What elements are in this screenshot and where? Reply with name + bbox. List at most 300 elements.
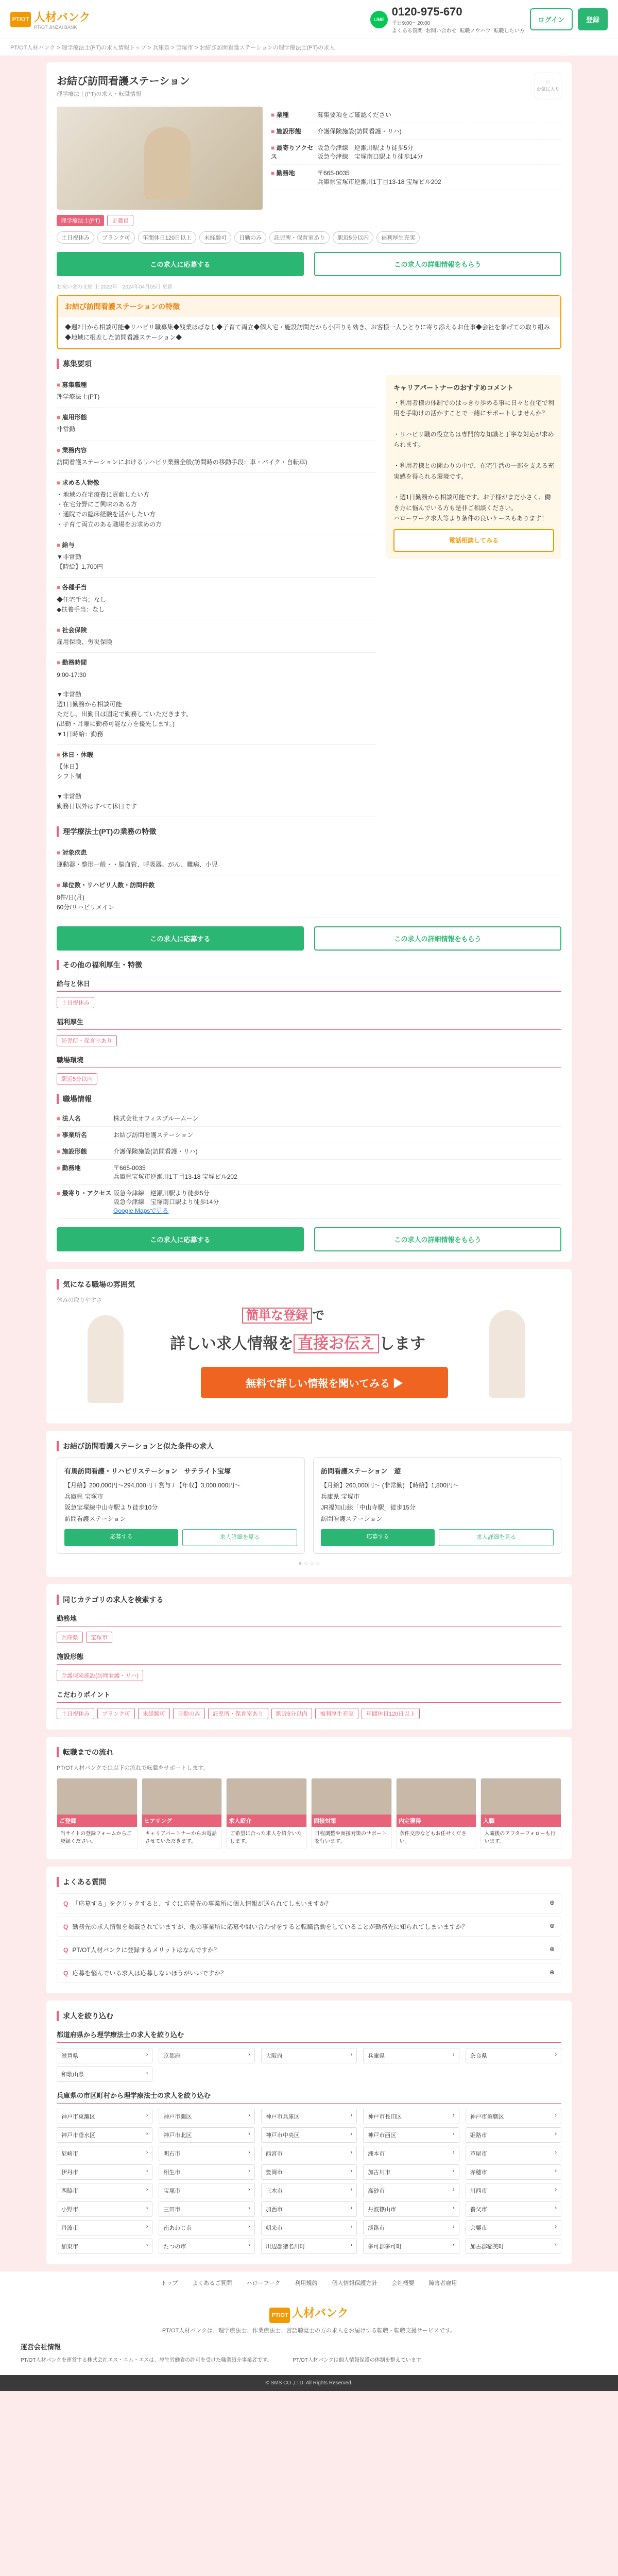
banner-highlight: 直接お伝え [294,1334,379,1353]
city-link-label: 豊岡市 [265,2170,283,2176]
header-link[interactable]: 転職ノウハウ [459,28,491,34]
apply-button[interactable]: この求人に応募する [57,926,304,951]
faq-item[interactable] [57,1940,561,1960]
city-link-label: 朝来市 [265,2225,283,2232]
q-icon: Q [63,1970,68,1977]
facility-photo [57,107,263,210]
city-link[interactable] [159,2239,254,2254]
feature-tag: ブランク可 [97,231,135,244]
city-link-label: 川辺郡猪名川町 [265,2244,305,2250]
chevron-right-icon: › [146,2224,148,2230]
benefit-tag[interactable]: 土日祝休み [57,997,94,1008]
company-value: 阪急今津線 逆瀬川駅より徒歩5分 阪急今津線 宝塚南口駅より徒歩14分 [113,1189,219,1206]
req-item [57,408,376,440]
flow-step [142,1778,222,1849]
pref-link[interactable] [159,2048,254,2063]
req-key: ■ 各種手当 [57,583,376,592]
flow-step-image [397,1778,476,1815]
req-value: 理学療法士(PT) [57,393,100,400]
chevron-right-icon: › [452,2131,455,2138]
flow-step-text: ご希望に合った求人を紹介いたします。 [230,1831,302,1845]
pref-link-label: 京都府 [163,2053,181,2060]
banner-heading: 気になる職場の雰囲気 [57,1279,561,1290]
company-key: ■ 事業所名 [57,1130,113,1139]
flow-step [396,1778,477,1849]
req-item [57,745,376,817]
carousel-dots[interactable]: ● ○ ○ ○ [298,1559,320,1567]
company-row [57,1185,561,1219]
req-key: ■ 給与 [57,540,376,550]
pref-link-label: 兵庫県 [368,2053,385,2060]
similar-job-title[interactable]: 有馬訪問看護・リハビリステーション サテライト宝塚 [64,1467,231,1475]
flow-step-text: キャリアパートナーからお電話させていただきます。 [145,1831,217,1845]
chevron-right-icon: › [350,2131,353,2138]
city-link-label: 明石市 [163,2151,181,2158]
category-tag[interactable]: 土日祝休み [57,1708,94,1719]
header-link[interactable]: 転職したい方 [493,28,525,34]
city-link[interactable] [466,2201,561,2217]
city-link-label: 神戸市須磨区 [470,2114,504,2121]
info-key: ■ 施設形態 [271,127,317,135]
plus-icon: ⊕ [549,1899,555,1907]
city-link[interactable] [261,2146,357,2161]
req-item [57,578,376,620]
heart-icon: ♡ [545,80,551,85]
register-button[interactable]: 登録 [578,8,608,30]
city-link-label: 南あわじ市 [163,2225,192,2232]
banner-bubble: 休みの取りやすさ [57,1297,102,1303]
req-value: ・地域の在宅療養に貢献したい方 ・在宅分野にご興味のある方 ・通院での臨床経験を活かしたい方 ・子育て両立のある職場をお求めの方 [57,491,162,528]
similar-job-title[interactable]: 訪問看護ステーション 遊 [321,1467,401,1475]
faq-question: 勤務先の求人情報を掲載されていますが、他の事業所に応募や問い合わせをすると転職活動をしていることが勤務先に知られてしまいますか？ [72,1923,468,1931]
similar-job-card[interactable] [313,1458,561,1554]
city-link-label: 丹波市 [61,2225,78,2232]
job-type-tag: 理学療法士(PT) [57,215,104,226]
logo-text: 人材バンク [34,11,91,24]
flow-step-label: 入職 [481,1815,561,1827]
chevron-right-icon: › [452,2149,455,2156]
req-value: 雇用保険、労災保険 [57,638,113,646]
benefit-group-title: 福利厚生 [57,1016,561,1030]
advisor-illustration [489,1310,525,1398]
feature-text: ◆週2日から相談可能◆リハビリ職募集◆残業ほぼなし◆子育て両立◆個人宅・施設訪問だから小回りも効き、お客様一人ひとりに寄り添えるお仕事◆会社を挙げての取り組み◆地域に根差した訪問看護ステーション◆ [65,324,550,342]
tel-number[interactable]: 0120-975-670 [391,5,462,18]
faq-item[interactable] [57,1963,561,1983]
city-link[interactable] [261,2239,357,2254]
feature-tag: 日勤のみ [234,231,266,244]
similar-job-salary: 【月給】260,000円〜 (非常勤) 【時給】1,800円〜 [321,1482,459,1489]
city-link[interactable] [261,2220,357,2235]
chevron-right-icon: › [452,2242,455,2249]
city-link[interactable] [466,2239,561,2254]
city-link[interactable] [261,2109,357,2124]
flow-step-text: 条件交渉などもお任せください。 [399,1831,467,1845]
footer-nav-link[interactable]: 利用規約 [295,2280,318,2287]
chevron-right-icon: › [146,2187,148,2193]
company-value: 〒665-0035 兵庫県宝塚市逆瀬川1丁目13-18 宝塚ビル202 [113,1164,237,1180]
chevron-right-icon: › [452,2052,455,2058]
city-link[interactable] [159,2201,254,2217]
company-value: 介護保険施設(訪問看護・リハ) [113,1147,198,1155]
header-link[interactable]: よくある質問 [391,28,423,34]
pref-link[interactable] [363,2048,459,2063]
info-row [271,107,561,123]
plus-icon: ⊕ [549,1969,555,1976]
req-value: ▼非常勤 【時給】1,700円 [57,553,104,571]
city-link[interactable] [363,2164,459,2180]
req-key: ■ 業務内容 [57,446,376,455]
req-key: ■ 社会保険 [57,625,376,635]
city-link-label: 神戸市長田区 [368,2114,402,2121]
chevron-right-icon: › [248,2242,250,2249]
city-link[interactable] [57,2127,152,2143]
chevron-right-icon: › [146,2052,148,2058]
faq-heading: よくある質問 [57,1877,561,1887]
header-link[interactable]: お問い合わせ [425,28,457,34]
category-tag[interactable]: 託児所・保育室あり [208,1708,268,1719]
flow-intro: PT/OT人材バンクでは以下の流れで転職をサポートします。 [57,1765,209,1772]
footer-nav-link[interactable]: ハローワーク [246,2280,281,2287]
city-link-label: 芦屋市 [470,2151,487,2158]
req-value: 非常勤 [57,426,76,433]
city-link-label: 高砂市 [368,2188,385,2195]
benefit-tag[interactable]: 託児所・保育室あり [57,1035,117,1046]
flow-step [311,1778,392,1849]
city-link[interactable] [363,2127,459,2143]
category-tag[interactable]: 日勤のみ [173,1708,205,1719]
site-logo[interactable] [10,9,91,30]
banner-line2 [170,1331,425,1353]
tel-hours: 平日9:00〜20:00 [391,20,431,26]
free-info-button[interactable]: 無料で詳しい情報を聞いてみる ▶ [201,1367,448,1398]
city-link[interactable] [261,2201,357,2217]
req-item [57,440,376,473]
info-key: ■ 業種 [271,110,317,119]
pt-features-heading: 理学療法士(PT)の業務の特徴 [57,826,561,837]
detail-button[interactable]: この求人の詳細情報をもらう [314,252,561,276]
city-link[interactable] [159,2164,254,2180]
footer-col: PT/OT人材バンクは個人情報保護の体制を整えています。 [293,2358,426,2364]
city-link-label: 神戸市垂水区 [61,2132,95,2139]
chevron-right-icon: › [248,2168,250,2175]
similar-detail-button[interactable]: 求人詳細を見る [439,1529,554,1547]
chevron-right-icon: › [555,2187,557,2193]
chevron-right-icon: › [350,2149,353,2156]
city-link-label: 神戸市西区 [368,2132,397,2139]
footer-nav-link[interactable]: 個人情報保護方針 [332,2280,377,2287]
feature-tag: 福利厚生充実 [376,231,420,244]
plus-icon: ⊕ [549,1945,555,1953]
similar-detail-button[interactable]: 求人詳細を見る [182,1529,297,1547]
similar-apply-button[interactable]: 応募する [321,1529,435,1547]
footer-nav-link[interactable]: トップ [161,2280,178,2287]
detail-button[interactable]: この求人の詳細情報をもらう [314,1227,561,1251]
info-key: ■ 最寄りアクセス [271,143,317,161]
flow-step-image [142,1778,222,1815]
city-link[interactable] [363,2220,459,2235]
update-dates: お祝い金の支給日: 2022年 2024年04月05日 更新 [57,284,173,290]
pref-link[interactable] [261,2048,357,2063]
category-group-title: こだわりポイント [57,1689,561,1703]
category-group-title: 施設形態 [57,1651,561,1665]
city-link[interactable] [363,2109,459,2124]
company-info-heading: 運営会社情報 [21,2343,61,2351]
company-table [57,1110,561,1219]
similar-job-type: 訪問看護ステーション [321,1515,383,1523]
city-link[interactable] [466,2146,561,2161]
flow-step-label: 内定獲得 [397,1815,476,1827]
favorite-button[interactable] [535,73,561,99]
chevron-right-icon: › [350,2242,353,2249]
city-link[interactable] [466,2183,561,2198]
city-link-label: 加東市 [61,2244,78,2250]
tel-box[interactable] [370,5,525,34]
breadcrumb-item[interactable]: PT/OT人材バンク [10,45,56,51]
city-link[interactable] [363,2239,459,2254]
city-link[interactable] [261,2164,357,2180]
faq-item[interactable] [57,1917,561,1937]
similar-job-location: 兵庫県 宝塚市 [64,1493,104,1500]
category-tag[interactable]: 福利厚生充実 [315,1708,358,1719]
chevron-right-icon: › [248,2112,250,2119]
breadcrumb-item[interactable]: > 兵庫県 [148,45,169,51]
apply-button[interactable]: この求人に応募する [57,252,304,276]
city-link[interactable] [159,2109,254,2124]
category-tag[interactable]: 兵庫県 [57,1632,83,1643]
q-icon: Q [63,1946,68,1954]
city-link[interactable] [159,2220,254,2235]
category-tag[interactable]: 未経験可 [138,1708,170,1719]
footer-nav-link[interactable]: 会社概要 [391,2280,415,2287]
phone-consult-button[interactable]: 電話相談してみる [393,529,554,552]
advisor-text: ・利用者様の体制でのはっきり歩める事に日々と在宅で利用を手助けの活かすことで一緒にサポートしませんか？ ・リハビリ職の役立ちは専門的な知識と丁寧な対応が求められます。 ・利用者様との関わりの中で、在宅生活の一部を支える充実感を得られる環境です。 ・週1日勤務から相談可能です。お子様がまだ小さく、働き方に悩んでいる方も是非ご相談ください。 ハローワーク求人等より条件の良いケースもあります！ [393,399,555,522]
benefit-group-title: 給与と休日 [57,978,561,992]
info-value: 〒665-0035 兵庫県宝塚市逆瀬川1丁目13-18 宝塚ビル202 [317,170,441,185]
apply-button[interactable]: この求人に応募する [57,1227,304,1251]
city-link-label: 伊丹市 [61,2170,78,2176]
city-link[interactable] [466,2164,561,2180]
q-icon: Q [63,1900,68,1908]
pref-link[interactable] [466,2048,561,2063]
category-tag[interactable]: 介護保険施設(訪問看護・リハ) [57,1670,143,1681]
chevron-right-icon: › [555,2131,557,2138]
chevron-right-icon: › [452,2112,455,2119]
city-link-label: 姫路市 [470,2132,487,2139]
flow-step [57,1778,138,1849]
employment-tag: 正職員 [107,215,133,226]
category-group-title: 勤務地 [57,1613,561,1626]
similar-job-access: JR福知山線「中山寺駅」徒歩15分 [321,1504,416,1512]
flow-step-label: 求人紹介 [227,1815,306,1827]
req-key: ■ 雇用形態 [57,413,376,422]
header-links [392,26,525,34]
faq-section [46,1867,572,1993]
company-row [57,1110,561,1127]
footer-nav-link[interactable]: 障害者雇用 [428,2280,457,2287]
chevron-right-icon: › [452,2205,455,2212]
faq-item[interactable] [57,1893,561,1913]
feature-tag: 託児所・保育室あり [269,231,330,244]
city-link-label: 小野市 [61,2207,78,2213]
chevron-right-icon: › [350,2112,353,2119]
chevron-right-icon: › [452,2187,455,2193]
category-tag[interactable]: ブランク可 [97,1708,135,1719]
req-value: 【休日】 シフト制 ▼非常勤 勤務日以外はすべて休日です [57,763,137,810]
city-link[interactable] [466,2109,561,2124]
chevron-right-icon: › [248,2187,250,2193]
req-value: 訪問看護ステーションにおけるリハビリ業務全般(訪問時の移動手段：車・バイク・自転車) [57,458,307,466]
info-value: 介護保険施設(訪問看護・リハ) [317,128,402,135]
pref-link-label: 滋賀県 [61,2053,78,2060]
similar-job-type: 訪問看護ステーション [64,1515,126,1523]
similar-apply-button[interactable]: 応募する [64,1529,178,1547]
city-link-label: 神戸市兵庫区 [265,2114,300,2121]
req-item [57,375,376,408]
city-grid [57,2109,561,2254]
chevron-right-icon: › [555,2205,557,2212]
chevron-right-icon: › [350,2052,353,2058]
flow-step-text: 当サイトの登録フォームからご登録ください。 [60,1831,132,1845]
main-content [46,62,572,2264]
city-link[interactable] [363,2146,459,2161]
copyright: © SMS CO.,LTD. All Rights Reserved. [0,2375,618,2391]
chevron-right-icon: › [146,2205,148,2212]
login-button[interactable]: ログイン [530,8,573,30]
site-footer [0,2294,618,2375]
chevron-right-icon: › [146,2131,148,2138]
chevron-right-icon: › [555,2149,557,2156]
category-search [46,1584,572,1730]
chevron-right-icon: › [350,2205,353,2212]
similar-jobs [46,1431,572,1578]
city-link-label: 西宮市 [265,2151,283,2158]
city-link-label: 三木市 [265,2188,283,2195]
req-key: ■ 勤務時間 [57,658,376,668]
city-link[interactable] [261,2183,357,2198]
city-link[interactable] [57,2109,152,2124]
footer-nav [0,2272,618,2294]
city-link[interactable] [363,2183,459,2198]
job-info-table [271,107,561,210]
flow-step-label: 面接対策 [312,1815,391,1827]
city-link-label: 神戸市灘区 [163,2114,192,2121]
banner-text: します [379,1335,425,1352]
req-key: ■ 求める人物像 [57,478,376,488]
category-tag[interactable]: 駅近5分以内 [271,1708,312,1719]
city-link-label: 神戸市中央区 [265,2132,300,2139]
city-link[interactable] [261,2127,357,2143]
city-link[interactable] [57,2183,152,2198]
google-maps-link[interactable]: Google Mapsで見る [113,1207,169,1214]
chevron-right-icon: › [248,2205,250,2212]
city-link-label: 川西市 [470,2188,487,2195]
city-link[interactable] [466,2220,561,2235]
city-link-label: たつの市 [163,2244,186,2250]
city-link[interactable] [363,2201,459,2217]
chevron-right-icon: › [248,2149,250,2156]
city-link-label: 宍粟市 [470,2225,487,2232]
flow-step-label: ヒアリング [142,1815,222,1827]
faq-question: PT/OT人材バンクに登録するメリットはなんですか？ [72,1946,220,1954]
company-key: ■ 最寄り・アクセス [57,1189,113,1215]
footer-nav-link[interactable]: よくあるご質問 [192,2280,232,2287]
area-filter [46,2001,572,2264]
benefits-heading: その他の福利厚生・特徴 [57,960,561,970]
chevron-right-icon: › [146,2112,148,2119]
breadcrumb-item[interactable]: > 宝塚市 [171,45,193,51]
feature-tag: 未経験可 [199,231,231,244]
pt-feature-value: 8件/日(月) 60分/リハビリメイン [57,893,114,911]
plus-icon: ⊕ [549,1922,555,1930]
requirements-heading: 募集要項 [57,359,561,369]
chevron-right-icon: › [452,2224,455,2230]
pt-feature-item [57,843,561,875]
pref-link[interactable] [57,2048,152,2063]
city-link[interactable] [57,2164,152,2180]
city-link[interactable] [57,2201,152,2217]
pref-link[interactable] [57,2066,152,2082]
feature-tag: 年間休日120日以上 [138,231,196,244]
city-link[interactable] [159,2127,254,2143]
city-link-label: 赤穂市 [470,2170,487,2176]
req-item [57,620,376,653]
site-header [0,0,618,39]
flow-step-image [57,1778,137,1815]
city-link-label: 宝塚市 [163,2188,181,2195]
city-link-label: 相生市 [163,2170,181,2176]
chevron-right-icon: › [555,2168,557,2175]
city-link[interactable] [57,2146,152,2161]
city-link-label: 養父市 [470,2207,487,2213]
category-tag[interactable]: 年間休日120日以上 [362,1708,420,1719]
detail-button[interactable]: この求人の詳細情報をもらう [314,926,561,951]
breadcrumb [0,39,618,56]
city-link[interactable] [57,2239,152,2254]
benefit-group-title: 職場環境 [57,1055,561,1068]
req-item [57,473,376,535]
city-link[interactable] [466,2127,561,2143]
city-link[interactable] [57,2220,152,2235]
register-banner [46,1269,572,1423]
footer-description: PT/OT人材バンクは、理学療法士、作業療法士、言語聴覚士の方の求人をお届けする転職・転職支援サービスです。 [162,2328,456,2334]
category-tag[interactable]: 宝塚市 [86,1632,112,1643]
city-link[interactable] [159,2183,254,2198]
similar-job-card[interactable] [57,1458,305,1554]
similar-job-salary: 【月給】200,000円〜294,000円＋賞与 / 【年収】3,000,000円〜 [64,1482,241,1489]
feature-tag: 駅近5分以内 [333,231,373,244]
area-heading: 求人を絞り込む [57,2011,561,2021]
pt-feature-key: ■ 対象疾患 [57,848,561,858]
city-title: 兵庫県の市区町村から理学療法士の求人を絞り込む [57,2090,561,2104]
company-key: ■ 勤務地 [57,1163,113,1181]
category-heading: 同じカテゴリの求人を検索する [57,1595,561,1605]
city-link-label: 西脇市 [61,2188,78,2195]
footer-logo[interactable] [21,2304,597,2323]
similar-heading: お結び訪問看護ステーションと似た条件の求人 [57,1441,561,1451]
benefit-tag[interactable]: 駅近5分以内 [57,1073,97,1084]
breadcrumb-item[interactable]: > 理学療法士(PT)の求人情報トップ [57,45,146,51]
footer-col: PT/OT人材バンクを運営する株式会社エス・エム・エスは、厚生労働省の許可を受けた職業紹介事業者です。 [21,2358,272,2364]
logo-mark: PT/OT [269,2308,290,2323]
job-subtitle: 理学療法士(PT)の求人・転職情報 [57,91,142,97]
chevron-right-icon: › [555,2224,557,2230]
city-link[interactable] [159,2146,254,2161]
line-icon[interactable]: LINE [370,11,388,28]
chevron-right-icon: › [350,2187,353,2193]
pref-grid [57,2048,561,2082]
job-title: お結び訪問看護ステーション [57,76,190,87]
pref-link-label: 奈良県 [470,2053,487,2060]
